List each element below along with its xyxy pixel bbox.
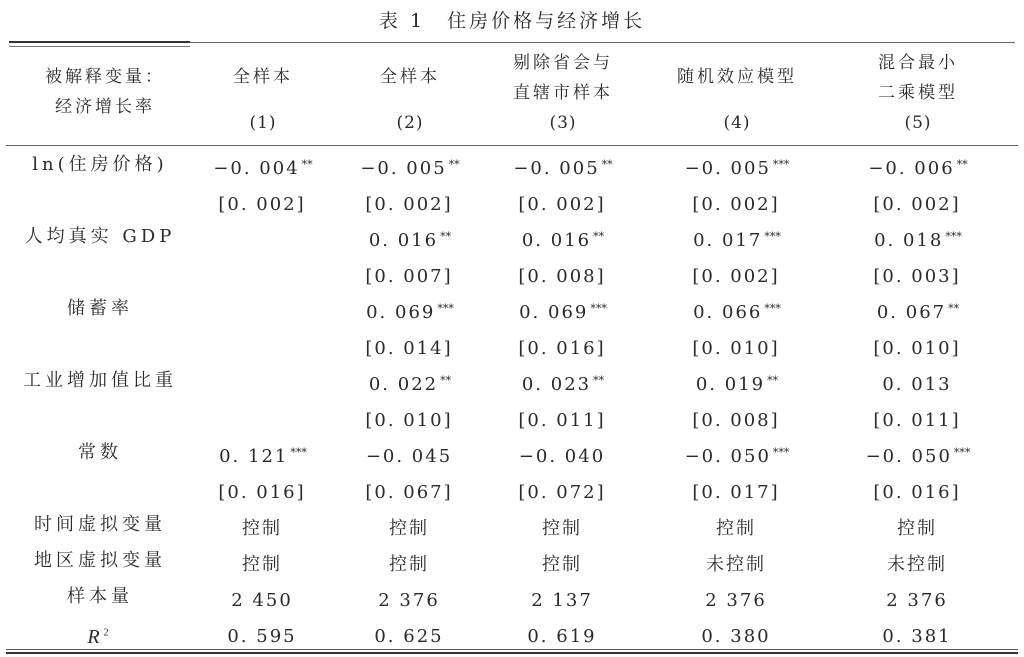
- table-cell: [652, 435, 822, 475]
- table-cell: [652, 471, 822, 511]
- cell-value: [0. 016]: [518, 338, 606, 359]
- table-cell: [325, 471, 495, 511]
- cell-value: 控制: [389, 554, 429, 575]
- table-cell: [478, 327, 648, 367]
- table-cell: [652, 327, 822, 367]
- table-cell: [325, 291, 495, 331]
- cell-value: 0. 022: [368, 374, 439, 395]
- cell-value: [0. 002]: [692, 194, 780, 215]
- table-cell: [833, 507, 1003, 547]
- row-label: 常数: [78, 442, 122, 463]
- cell-value: [0. 010]: [692, 338, 780, 359]
- row-label: 储蓄率: [67, 298, 133, 319]
- cell-value: 0. 023: [521, 374, 592, 395]
- cell-value: −0. 045: [365, 446, 453, 467]
- table-cell: [478, 255, 648, 295]
- column-header-5: [833, 48, 1003, 108]
- bottom-rule-double: [6, 649, 1018, 654]
- significance-stars: ***: [945, 230, 962, 243]
- table-cell: [833, 219, 1003, 259]
- cell-value: 0. 619: [527, 626, 597, 647]
- table-row: [0, 147, 1024, 183]
- cell-value: [0. 002]: [873, 194, 961, 215]
- table-cell: [178, 399, 348, 439]
- column-header-line1: 剔除省会与: [513, 53, 613, 73]
- table-row: [0, 615, 1024, 651]
- table-row: [0, 183, 1024, 219]
- top-rule-double: [9, 41, 190, 47]
- table-cell: [325, 363, 495, 403]
- row-label: 样本量: [67, 586, 133, 607]
- cell-value: 0. 016: [368, 230, 439, 251]
- column-number-3: (3): [549, 113, 577, 133]
- header-rule: [6, 145, 1018, 146]
- table-cell: [325, 327, 495, 367]
- cell-value: 2 376: [378, 590, 440, 611]
- cell-value: 未控制: [887, 554, 947, 575]
- column-number-4: (4): [723, 113, 751, 133]
- table-cell: [652, 579, 822, 619]
- table-row: [0, 255, 1024, 291]
- dependent-label-line1: 被解释变量：: [45, 67, 165, 87]
- table-cell: [178, 543, 348, 583]
- row-label: 时间虚拟变量: [34, 514, 166, 535]
- table-cell: [178, 363, 348, 403]
- significance-stars: ***: [772, 158, 790, 171]
- table-cell: [833, 363, 1003, 403]
- cell-value: 0. 380: [701, 626, 771, 647]
- cell-value: −0. 050: [865, 446, 952, 467]
- row-label: ln(住房价格): [32, 154, 168, 175]
- table-cell: [652, 147, 822, 187]
- table-cell: [178, 471, 348, 511]
- column-header-line1: 随机效应模型: [677, 67, 797, 87]
- significance-stars: **: [301, 158, 313, 171]
- cell-value: [0. 017]: [692, 482, 780, 503]
- table-cell: [833, 327, 1003, 367]
- table-cell: [478, 435, 648, 475]
- significance-stars: **: [948, 302, 960, 315]
- table-cell: [325, 255, 495, 295]
- cell-value: 2 137: [531, 590, 593, 611]
- cell-value: [0. 011]: [518, 410, 606, 431]
- table-cell: [178, 147, 348, 187]
- table-cell: [478, 507, 648, 547]
- dependent-variable-header: [10, 62, 200, 122]
- column-header-4: [652, 62, 822, 92]
- column-header-line1: 混合最小: [878, 53, 958, 73]
- table-cell: [833, 471, 1003, 511]
- table-cell: [478, 543, 648, 583]
- cell-value: [0. 002]: [365, 194, 453, 215]
- table-cell: [652, 291, 822, 331]
- table-cell: [325, 147, 495, 187]
- significance-stars: **: [767, 374, 779, 387]
- table-row: [0, 327, 1024, 363]
- significance-stars: ***: [437, 302, 454, 315]
- table-cell: [178, 291, 348, 331]
- column-header-line1: 全样本: [233, 67, 293, 87]
- row-label: 工业增加值比重: [23, 370, 177, 391]
- significance-stars: ***: [290, 446, 307, 459]
- significance-stars: **: [440, 230, 452, 243]
- cell-value: 0. 016: [521, 230, 592, 251]
- table-cell: [178, 183, 348, 223]
- column-header-line1: 全样本: [380, 67, 440, 87]
- cell-value: [0. 010]: [365, 410, 453, 431]
- top-rule: [190, 42, 1015, 43]
- table-cell: [325, 183, 495, 223]
- cell-value: 0. 595: [227, 626, 297, 647]
- column-header-2: [325, 62, 495, 92]
- dependent-label-line2: 经济增长率: [55, 97, 155, 117]
- column-header-3: [478, 48, 648, 108]
- cell-value: [0. 007]: [365, 266, 453, 287]
- table-cell: [478, 291, 648, 331]
- cell-value: [0. 016]: [873, 482, 961, 503]
- table-cell: [833, 147, 1003, 187]
- table-title: [0, 6, 1024, 33]
- table-cell: [325, 399, 495, 439]
- table-caption: 住房价格与经济增长: [447, 10, 646, 32]
- cell-value: −0. 040: [518, 446, 606, 467]
- significance-stars: **: [593, 230, 605, 243]
- cell-value: [0. 002]: [518, 194, 606, 215]
- table-cell: [478, 399, 648, 439]
- table-cell: [478, 363, 648, 403]
- table-cell: [325, 219, 495, 259]
- cell-value: −0. 005: [684, 158, 771, 179]
- table-cell: [833, 255, 1003, 295]
- table-row: [0, 471, 1024, 507]
- significance-stars: **: [956, 158, 968, 171]
- table-cell: [652, 399, 822, 439]
- table-cell: [833, 183, 1003, 223]
- table-cell: [178, 435, 348, 475]
- table-cell: [833, 291, 1003, 331]
- column-number-5: (5): [904, 113, 932, 133]
- cell-value: [0. 011]: [873, 410, 961, 431]
- cell-value: 0. 067: [876, 302, 947, 323]
- cell-value: −0. 005: [513, 158, 600, 179]
- cell-value: 控制: [716, 518, 756, 539]
- column-number-2: (2): [396, 113, 424, 133]
- cell-value: [0. 016]: [218, 482, 306, 503]
- table-cell: [178, 579, 348, 619]
- table-row: [0, 435, 1024, 471]
- cell-value: [0. 072]: [518, 482, 606, 503]
- table-cell: [478, 579, 648, 619]
- table-row: [0, 507, 1024, 543]
- cell-value: [0. 002]: [692, 266, 780, 287]
- table-cell: [325, 579, 495, 619]
- table-cell: [478, 147, 648, 187]
- table-cell: [652, 219, 822, 259]
- cell-value: [0. 008]: [692, 410, 780, 431]
- table-cell: [652, 183, 822, 223]
- cell-value: 控制: [897, 518, 937, 539]
- significance-stars: **: [601, 158, 613, 171]
- r-squared-label: R: [87, 625, 104, 648]
- cell-value: 0. 019: [695, 374, 766, 395]
- table-cell: [178, 219, 348, 259]
- cell-value: 0. 018: [874, 230, 944, 251]
- table-cell: [478, 219, 648, 259]
- r-squared-exponent: 2: [103, 627, 113, 638]
- table-cell: [325, 543, 495, 583]
- significance-stars: **: [448, 158, 460, 171]
- cell-value: [0. 014]: [365, 338, 453, 359]
- column-header-1: [178, 62, 348, 92]
- table-cell: [833, 579, 1003, 619]
- significance-stars: ***: [772, 446, 790, 459]
- table-number: 表 1: [378, 10, 426, 32]
- significance-stars: ***: [953, 446, 971, 459]
- significance-stars: **: [440, 374, 452, 387]
- cell-value: [0. 008]: [518, 266, 606, 287]
- significance-stars: **: [593, 374, 605, 387]
- table-cell: [833, 399, 1003, 439]
- cell-value: −0. 006: [868, 158, 955, 179]
- table-row: [0, 363, 1024, 399]
- cell-value: [0. 010]: [873, 338, 961, 359]
- cell-value: 控制: [242, 554, 282, 575]
- table-row: [0, 399, 1024, 435]
- table-cell: [652, 543, 822, 583]
- cell-value: −0. 004: [213, 158, 300, 179]
- table-cell: [478, 183, 648, 223]
- table-row: [0, 579, 1024, 615]
- cell-value: [0. 067]: [365, 482, 453, 503]
- cell-value: 2 450: [231, 590, 293, 611]
- table-cell: [833, 543, 1003, 583]
- cell-value: 0. 069: [519, 302, 589, 323]
- cell-value: 0. 066: [693, 302, 763, 323]
- cell-value: 控制: [242, 518, 282, 539]
- cell-value: 0. 013: [882, 374, 952, 395]
- cell-value: [0. 003]: [873, 266, 961, 287]
- cell-value: −0. 050: [684, 446, 771, 467]
- table-cell: [652, 255, 822, 295]
- cell-value: 控制: [542, 554, 582, 575]
- cell-value: 控制: [542, 518, 582, 539]
- cell-value: 控制: [389, 518, 429, 539]
- table-cell: [178, 327, 348, 367]
- cell-value: −0. 005: [360, 158, 447, 179]
- column-header-line2: 直辖市样本: [513, 83, 613, 103]
- table-row: [0, 543, 1024, 579]
- table-cell: [178, 507, 348, 547]
- cell-value: 未控制: [706, 554, 766, 575]
- column-number-1: (1): [249, 113, 277, 133]
- cell-value: 2 376: [705, 590, 767, 611]
- table-cell: [178, 255, 348, 295]
- cell-value: 0. 069: [366, 302, 436, 323]
- table-cell: [325, 507, 495, 547]
- cell-value: 0. 017: [693, 230, 763, 251]
- cell-value: 0. 625: [374, 626, 444, 647]
- table-cell: [833, 435, 1003, 475]
- table-cell: [652, 363, 822, 403]
- cell-value: 0. 381: [882, 626, 952, 647]
- row-label: 地区虚拟变量: [34, 550, 166, 571]
- row-label: 人均真实 GDP: [24, 226, 176, 247]
- significance-stars: ***: [764, 230, 781, 243]
- table-row: [0, 291, 1024, 327]
- table-cell: [652, 507, 822, 547]
- cell-value: 2 376: [886, 590, 948, 611]
- significance-stars: ***: [590, 302, 607, 315]
- table-row: [0, 219, 1024, 255]
- table-cell: [325, 435, 495, 475]
- cell-value: 0. 121: [219, 446, 289, 467]
- cell-value: [0. 002]: [218, 194, 306, 215]
- table-cell: [478, 471, 648, 511]
- column-header-line2: 二乘模型: [878, 83, 958, 103]
- significance-stars: ***: [764, 302, 781, 315]
